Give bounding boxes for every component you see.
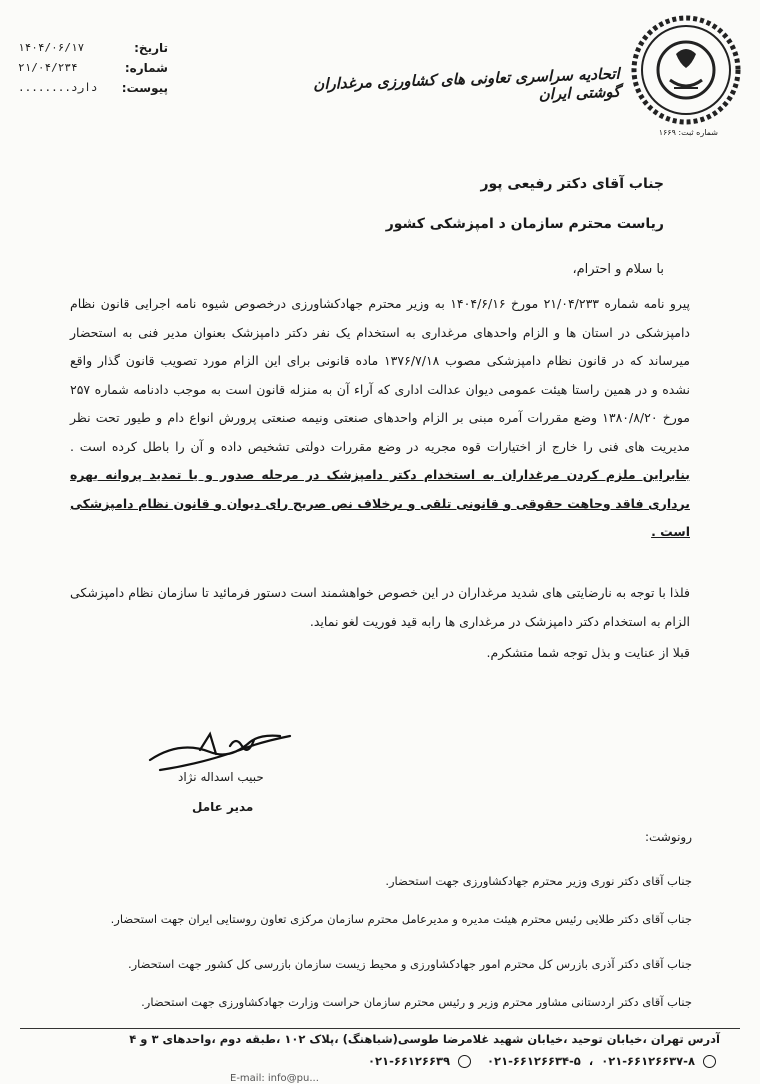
attachment-value: ........دارد bbox=[18, 81, 98, 94]
attachment-label: پیوست: bbox=[121, 81, 168, 95]
addressee-title: ریاست محترم سازمان د امپزشکی کشور bbox=[385, 216, 664, 232]
body-paragraph-2: فلذا با توجه به نارضایتی های شدید مرغداران در این خصوص خواهشمند است دستور فرمائید تا سازمان نظام دامپزشکی الزام به استخدام دکتر دامپزشک در مرغداری ها رابه قید فوریت لغو نماید. bbox=[70, 585, 690, 629]
cc-item: جناب آقای دکتر طلایی رئیس محترم هیئت مدیره و مدیرعامل محترم سازمان مرکزی تعاون روستایی ایران جهت استحضار. bbox=[110, 912, 692, 926]
letter-meta bbox=[18, 38, 168, 98]
body-paragraph-3: قبلا از عنایت و بذل توجه شما متشکرم. bbox=[486, 645, 690, 660]
cc-item: جناب آقای دکتر آذری بازرس کل محترم امور جهادکشاورزی و محیط زیست سازمان بازرسی کل کشور جهت استحضار. bbox=[127, 957, 692, 971]
number-label: شماره: bbox=[124, 61, 168, 75]
footer-divider bbox=[20, 1028, 740, 1029]
signer-title: مدیر عامل bbox=[192, 800, 254, 814]
body-emphasis: بنابراین ملزم کردن مرغداران به استخدام دکتر دامپزشک در مرحله صدور و یا تمدید پروانه بهره برداری فاقد وجاهت حقوقی و قانونی تلقی و برخلاف نص صریح رای دیوان و قانون نظام دامپزشکی است . bbox=[70, 467, 690, 539]
org-name: اتحادیه سراسری تعاونی های کشاورزی مرغداران گوشتی ایران bbox=[312, 64, 621, 104]
number-value: ۲۱/۰۴/۲۳۴ bbox=[18, 61, 78, 74]
cc-item: جناب آقای دکتر اردستانی مشاور محترم وزیر و رئیس محترم سازمان حراست وزارت جهادکشاورزی جهت استحضار. bbox=[141, 995, 692, 1009]
date-value: ۱۴۰۴/۰۶/۱۷ bbox=[18, 41, 85, 54]
addressee-name: جناب آقای دکتر رفیعی پور bbox=[480, 176, 664, 192]
greeting: با سلام و احترام، bbox=[572, 262, 664, 277]
body-paragraph-1-text: پیرو نامه شماره ۲۱/۰۴/۲۳۳ مورخ ۱۴۰۴/۶/۱۶ به وزیر محترم جهادکشاورزی درخصوص شیوه نامه اجرایی قانون نظام دامپزشکی در استان ها و الزام واحدهای مرغداری به استخدام یک نفر دکتر دامپزشک بعنوان مدیر فنی به استحضار میرساند که در قانون نظام دامپزشکی مصوب ۱۳۷۶/۷/۱۸ ماده قانونی برای این الزام مورد تصویب قانون گذار واقع نشده و در همین راستا هیئت عمومی دیوان عدالت اداری که آراء آن به منزله قانون است به موجب دادنامه شماره ۲۵۷ مورخ ۱۳۸۰/۸/۲۰ وضع مقررات آمره مبنی بر الزام واحدهای صنعتی ونیمه صنعتی پرورش انواع دام و طیور تحت نظر مدیریت های فنی را خارج از اختیارات قوه مجریه در وضع مقررات دولتی تشخیص داده و آن را باطل کرده است . bbox=[70, 296, 691, 454]
phone-1: ۰۲۱-۶۶۱۲۶۶۳۷-۸ bbox=[601, 1054, 695, 1068]
fax-icon bbox=[458, 1055, 471, 1068]
cc-item: جناب آقای دکتر نوری وزیر محترم جهادکشاورزی جهت استحضار. bbox=[385, 874, 692, 888]
body-paragraph-1 bbox=[70, 290, 690, 547]
footer-email: E-mail: info@pu... bbox=[230, 1073, 319, 1084]
meta-date bbox=[18, 38, 168, 58]
date-label: تاریخ: bbox=[134, 41, 168, 55]
footer-address: آدرس تهران ،خیابان توحید ،خیابان شهید غلامرضا طوسی(شباهنگ) ،پلاک ۱۰۲ ،طبقه دوم ،واحدهای ۳ و ۴ bbox=[129, 1032, 720, 1046]
meta-number bbox=[18, 58, 168, 78]
cc-label: رونوشت: bbox=[644, 830, 692, 844]
fax-number: ۰۲۱-۶۶۱۲۶۶۳۹ bbox=[368, 1054, 450, 1068]
meta-attachment bbox=[18, 78, 168, 98]
signer-name: حبیب اسداله نژاد bbox=[178, 770, 264, 784]
logo-caption: شماره ثبت: ۱۶۶۹ bbox=[658, 128, 718, 137]
org-logo-icon bbox=[630, 14, 742, 126]
phone-icon bbox=[703, 1055, 716, 1068]
phone-2: ۰۲۱-۶۶۱۲۶۶۳۴-۵ bbox=[487, 1054, 581, 1068]
footer-phones: ۰۲۱-۶۶۱۲۶۶۳۷-۸ ، ۰۲۱-۶۶۱۲۶۶۳۴-۵ ۰۲۱-۶۶۱۲۶۶۳۹ bbox=[368, 1054, 720, 1068]
